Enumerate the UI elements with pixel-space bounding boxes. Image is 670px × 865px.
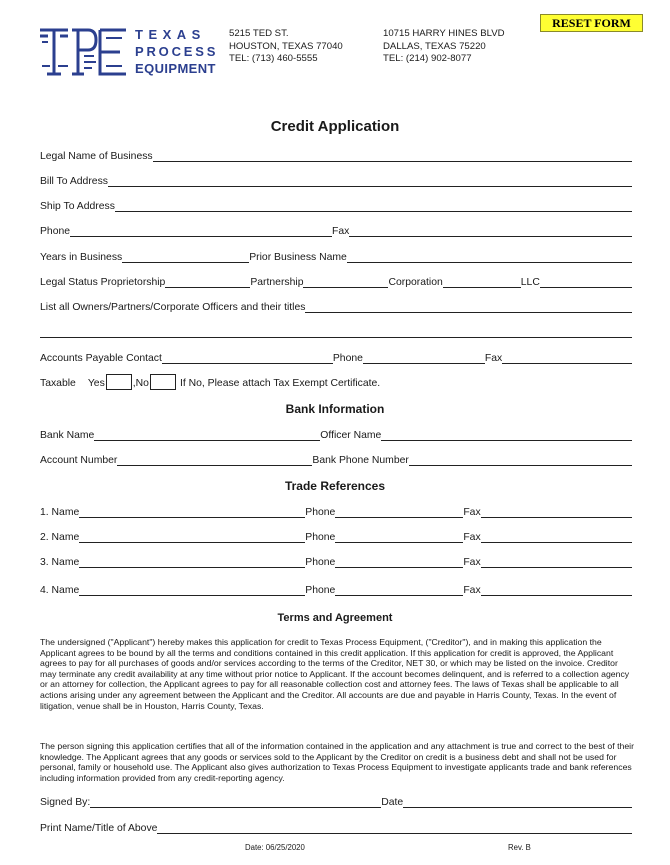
bank-name-field[interactable] <box>94 430 320 441</box>
trade-ref-name-field[interactable] <box>79 507 305 518</box>
trade-ref-row <box>40 530 632 544</box>
partnership-label: Partnership <box>250 277 304 288</box>
signed-by-field[interactable] <box>90 797 381 808</box>
dallas-street: 10715 HARRY HINES BLVD <box>383 28 505 39</box>
ship-to-row <box>40 199 632 213</box>
trade-ref-fax-field[interactable] <box>481 557 632 568</box>
legal-status-label: Legal Status Proprietorship <box>40 277 166 288</box>
taxable-label: Taxable <box>40 378 76 389</box>
trade-ref-fax-field[interactable] <box>481 585 632 596</box>
reset-form-button[interactable]: RESET FORM <box>540 14 643 32</box>
trade-ref-phone-label: Phone <box>305 507 336 518</box>
houston-street: 5215 TED ST. <box>229 28 289 39</box>
houston-city: HOUSTON, TEXAS 77040 <box>229 40 343 52</box>
ap-contact-label: Accounts Payable Contact <box>40 353 162 364</box>
trade-ref-name-field[interactable] <box>79 532 305 543</box>
houston-phone: TEL: (713) 460-5555 <box>229 53 318 64</box>
legal-status-row <box>40 275 632 289</box>
owners-label: List all Owners/Partners/Corporate Officers and their titles <box>40 302 306 313</box>
company-logo <box>38 26 228 78</box>
trade-ref-row <box>40 505 632 519</box>
trade-ref-fax-label: Fax <box>463 532 481 543</box>
bank-name-label: Bank Name <box>40 430 95 441</box>
bill-to-row <box>40 174 632 188</box>
tpe-logo-mark <box>38 26 228 78</box>
print-name-row <box>40 821 632 835</box>
legal-name-label: Legal Name of Business <box>40 151 153 162</box>
trade-ref-row <box>40 555 632 569</box>
taxable-no-box[interactable] <box>150 374 176 390</box>
taxable-yes-box[interactable] <box>106 374 132 390</box>
ship-to-field[interactable] <box>115 201 632 212</box>
bank-name-row <box>40 428 632 442</box>
llc-label: LLC <box>520 277 540 288</box>
bank-phone-label: Bank Phone Number <box>312 455 409 466</box>
yes-label: Yes <box>87 378 105 389</box>
owners-field[interactable] <box>305 302 632 313</box>
trade-ref-name-label: 4. Name <box>40 585 80 596</box>
footer-revision: Rev. B <box>508 843 531 852</box>
bill-to-label: Bill To Address <box>40 176 108 187</box>
trade-ref-phone-label: Phone <box>305 585 336 596</box>
owners-extra-line[interactable] <box>40 337 632 338</box>
officer-name-field[interactable] <box>381 430 632 441</box>
ap-fax-label: Fax <box>484 353 503 364</box>
bank-heading: Bank Information <box>285 402 385 416</box>
account-number-field[interactable] <box>117 455 312 466</box>
dallas-city: DALLAS, TEXAS 75220 <box>383 40 486 52</box>
years-row <box>40 250 632 264</box>
fax-field[interactable] <box>349 226 632 237</box>
account-number-label: Account Number <box>40 455 118 466</box>
signed-by-label: Signed By: <box>40 797 91 808</box>
trade-ref-phone-field[interactable] <box>335 585 463 596</box>
ap-contact-field[interactable] <box>162 353 333 364</box>
phone-field[interactable] <box>70 226 332 237</box>
ap-phone-field[interactable] <box>363 353 485 364</box>
corporation-field[interactable] <box>443 277 521 288</box>
trade-ref-fax-label: Fax <box>463 507 481 518</box>
ap-fax-field[interactable] <box>502 353 632 364</box>
legal-name-field[interactable] <box>153 151 632 162</box>
legal-name-row <box>40 149 632 163</box>
signed-by-row <box>40 795 632 809</box>
trade-heading: Trade References <box>284 479 386 493</box>
terms-paragraph-2: The person signing this application certifies that all of the information contained in the application and any attachment is true and correct to the best of their knowledge. The Applicant agrees that any goods or services sold to the Applicant by the Creditor on credit is a business debt and shall not be used for personal, family or household use. The Applicant also gives authorization to Texas Process Equipment to investigate applicants trade and bank references including information provided from any credit-reporting agency. <box>40 741 634 783</box>
trade-ref-phone-label: Phone <box>305 532 336 543</box>
logo-text-texas: TEXAS <box>135 27 206 42</box>
ship-to-label: Ship To Address <box>40 201 115 212</box>
trade-ref-fax-label: Fax <box>463 557 481 568</box>
trade-ref-name-field[interactable] <box>79 557 305 568</box>
logo-text-equipment: EQUIPMENT <box>135 61 216 76</box>
ap-phone-label: Phone <box>332 353 363 364</box>
logo-text-process: PROCESS <box>135 44 219 59</box>
prior-name-field[interactable] <box>347 252 632 263</box>
footer-date: Date: 06/25/2020 <box>245 843 305 852</box>
trade-ref-fax-field[interactable] <box>481 507 632 518</box>
no-label: No <box>135 378 149 389</box>
date-label: Date <box>381 797 404 808</box>
dallas-phone: TEL: (214) 902-8077 <box>383 53 472 64</box>
page-title: Credit Application <box>270 118 400 135</box>
trade-ref-phone-field[interactable] <box>335 532 463 543</box>
terms-heading: Terms and Agreement <box>277 612 393 624</box>
trade-ref-fax-label: Fax <box>463 585 481 596</box>
prior-name-label: Prior Business Name <box>249 252 347 263</box>
print-name-label: Print Name/Title of Above <box>40 823 158 834</box>
bill-to-field[interactable] <box>108 176 632 187</box>
trade-ref-phone-label: Phone <box>305 557 336 568</box>
taxable-row: Taxable Yes , No If No, Please attach Tax Exempt Certificate. <box>40 374 632 390</box>
phone-label: Phone <box>40 226 71 237</box>
print-name-field[interactable] <box>157 823 632 834</box>
years-field[interactable] <box>122 252 249 263</box>
owners-row <box>40 300 632 314</box>
corporation-label: Corporation <box>388 277 443 288</box>
trade-ref-name-label: 2. Name <box>40 532 80 543</box>
ap-contact-row <box>40 351 632 365</box>
dallas-address <box>383 28 505 66</box>
trade-ref-name-field[interactable] <box>79 585 305 596</box>
bank-phone-field[interactable] <box>409 455 632 466</box>
trade-ref-row <box>40 583 632 597</box>
terms-paragraph-1: The undersigned ("Applicant") hereby makes this application for credit to Texas Process Equipment, ("Creditor"), and in making this application the Applicant agrees to be bound by all the terms and conditions contained in this credit application. If this application for credit is approved, the Applicant agrees to pay for all purchases of goods and/or services according to the terms of the Creditor, NET 30, or which may be listed on the invoice. Creditor may terminate any credit availability at any time without prior notice to Applicant. If the account becomes delinquent, and is referred to a collection agency or an attorney for collection, the Applicant agrees to pay for all reasonable collection cost and attorney fees. The laws of Texas shall be applicable to all actions arising under any agreement between the Applicant and the Creditor. All accounts are due and payable in Harris County, Texas. In the event of litigation, venue shall be in Houston, Harris County, Texas. <box>40 637 630 711</box>
proprietorship-field[interactable] <box>165 277 250 288</box>
exempt-note: If No, Please attach Tax Exempt Certificate. <box>179 378 381 389</box>
trade-ref-phone-field[interactable] <box>335 557 463 568</box>
houston-address <box>229 28 343 66</box>
trade-ref-name-label: 1. Name <box>40 507 80 518</box>
phone-fax-row <box>40 224 632 238</box>
trade-ref-fax-field[interactable] <box>481 532 632 543</box>
account-number-row <box>40 453 632 467</box>
date-field[interactable] <box>403 797 632 808</box>
trade-ref-name-label: 3. Name <box>40 557 80 568</box>
partnership-field[interactable] <box>303 277 388 288</box>
officer-name-label: Officer Name <box>320 430 382 441</box>
years-label: Years in Business <box>40 252 123 263</box>
trade-ref-phone-field[interactable] <box>335 507 463 518</box>
fax-label: Fax <box>332 226 350 237</box>
llc-field[interactable] <box>540 277 632 288</box>
